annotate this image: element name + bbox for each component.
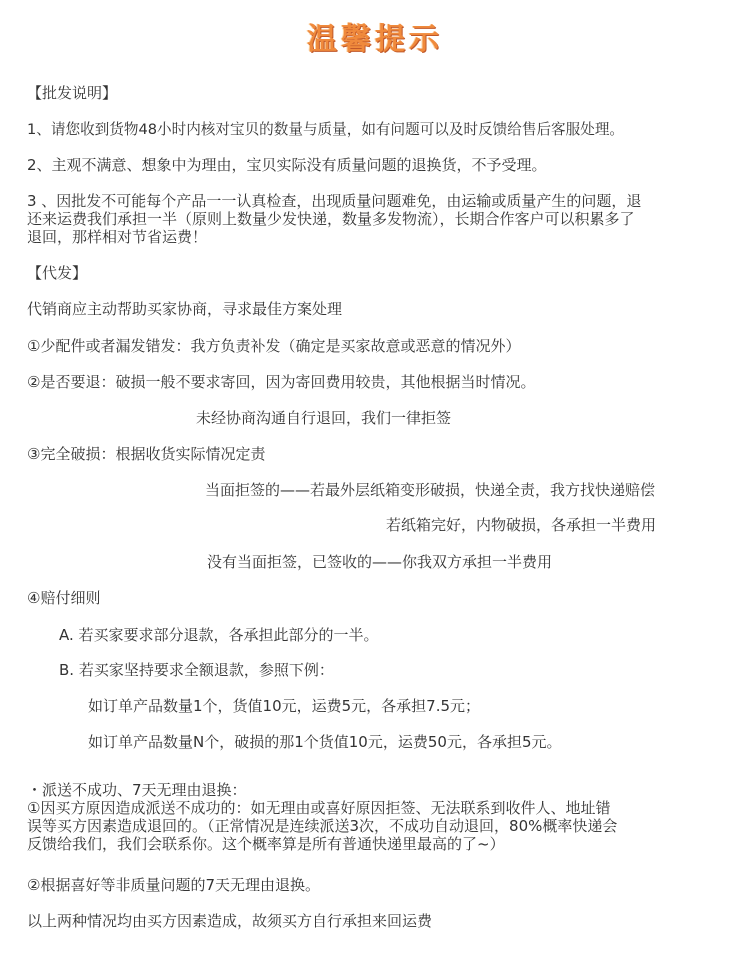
wholesale-p1: 1、请您收到货物48小时内核对宝贝的数量与质量，如有问题可以及时反馈给售后客服处理。 <box>27 121 625 138</box>
dropship-item2-sub: 未经协商沟通自行退回，我们一律拒签 <box>196 409 452 427</box>
delivery-p2: ②根据喜好等非质量问题的7天无理由退换。 <box>27 876 320 894</box>
wholesale-p3-line3: 退回，那样相对节省运费！ <box>27 228 208 246</box>
dropship-item4-a: A. 若买家要求部分退款，各承担此部分的一半。 <box>59 626 379 644</box>
dropship-item1: ①少配件或者漏发错发：我方负责补发（确定是买家故意或恶意的情况外） <box>27 337 521 355</box>
wholesale-header: 【批发说明】 <box>27 84 118 102</box>
dropship-intro: 代销商应主动帮助买家协商，寻求最佳方案处理 <box>27 300 343 318</box>
dropship-item3-a: 当面拒签的——若最外层纸箱变形破损，快递全责，我方找快递赔偿 <box>205 481 656 499</box>
wholesale-p3-line2: 还来运费我们承担一半（原则上数量少发快递，数量多发物流），长期合作客户可以积累多了 <box>27 210 635 228</box>
dropship-item3-c: 没有当面拒签，已签收的——你我双方承担一半费用 <box>207 553 553 571</box>
delivery-p3: 以上两种情况均由买方因素造成，故须买方自行承担来回运费 <box>27 912 433 930</box>
dropship-item4-example2: 如订单产品数量N个，破损的那1个货值10元，运费50元，各承担5元。 <box>88 733 562 751</box>
delivery-header: ・派送不成功、7天无理由退换： <box>27 781 247 799</box>
dropship-item4: ④赔付细则 <box>27 589 101 607</box>
dropship-item3-b: 若纸箱完好，内物破损，各承担一半费用 <box>386 516 657 534</box>
delivery-p1-line3: 反馈给我们，我们会联系你。这个概率算是所有普通快递里最高的了~） <box>27 835 505 853</box>
dropship-item4-example1: 如订单产品数量1个，货值10元，运费5元，各承担7.5元； <box>88 697 481 715</box>
delivery-p1-line1: ①因买方原因造成派送不成功的：如无理由或喜好原因拒签、无法联系到收件人、地址错 <box>27 799 611 817</box>
wholesale-p3-line1: 3 、因批发不可能每个产品一一认真检查，出现质量问题难免，由运输或质量产生的问题，退 <box>27 192 642 210</box>
page-title: 温馨提示 <box>307 22 443 57</box>
delivery-p1-line2: 误等买方因素造成退回的。（正常情况是连续派送3次，不成功自动退回，80%概率快递会 <box>27 817 618 835</box>
dropship-item4-b: B. 若买家坚持要求全额退款，参照下例： <box>59 661 334 679</box>
wholesale-p2: 2、主观不满意、想象中为理由，宝贝实际没有质量问题的退换货，不予受理。 <box>27 156 547 174</box>
dropship-item3: ③完全破损：根据收货实际情况定责 <box>27 445 266 463</box>
dropship-item2: ②是否要退：破损一般不要求寄回，因为寄回费用较贵，其他根据当时情况。 <box>27 373 536 391</box>
dropship-header: 【代发】 <box>27 264 88 282</box>
